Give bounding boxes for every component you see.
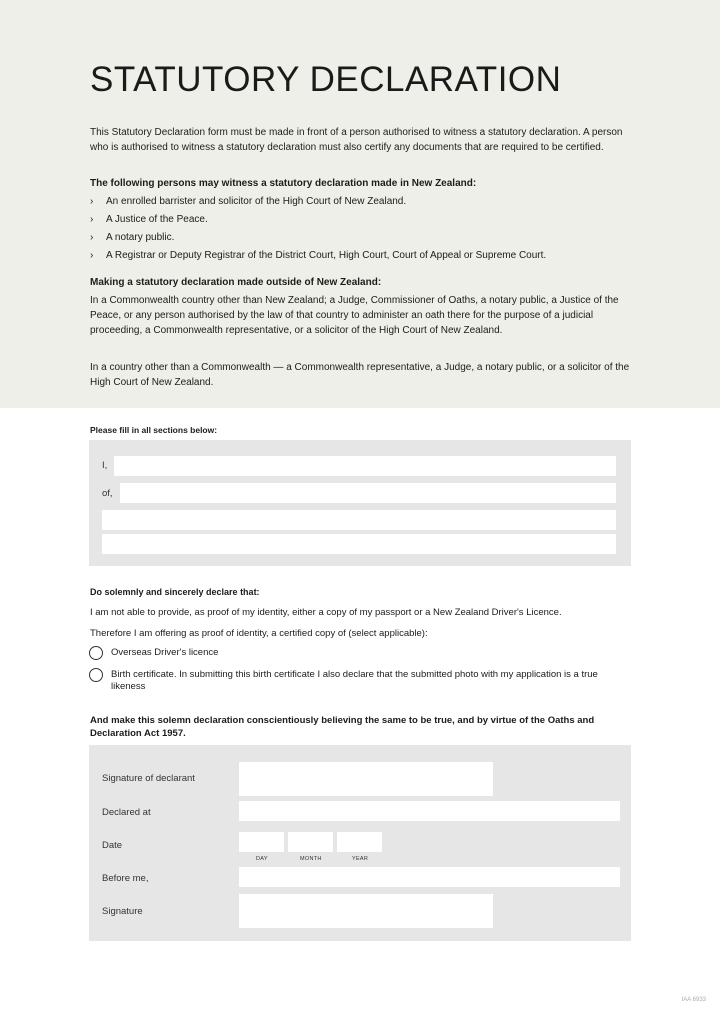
intro-paragraph: This Statutory Declaration form must be made in front of a person authorised to witness a statutory declaration. A person who is authorised to witness a statutory declaration must also certify any documents that are required to be certified.: [90, 127, 623, 153]
address-line-1-field[interactable]: [120, 483, 616, 503]
chevron-right-icon: ›: [90, 214, 94, 225]
radio-button[interactable]: [89, 668, 103, 682]
year-caption: YEAR: [352, 856, 369, 862]
list-item: › A notary public.: [90, 229, 630, 247]
chevron-right-icon: ›: [90, 250, 94, 261]
signature-declarant-label: Signature of declarant: [102, 773, 195, 784]
chevron-right-icon: ›: [90, 232, 94, 243]
fill-heading: Please fill in all sections below:: [90, 425, 218, 435]
signature-label: Signature: [102, 906, 143, 917]
address-line-3-field[interactable]: [102, 534, 616, 554]
date-label: Date: [102, 840, 123, 851]
solemn-declaration-text: And make this solemn declaration conscientiously believing the same to be true, and by virtue of the Oaths and Declaration Act 1957.: [90, 715, 595, 739]
outside-nz-paragraph-1: In a Commonwealth country other than New Zealand; a Judge, Commissioner of Oaths, a notary public, a Justice of the Peace, or any person authorised by the law of that country to administer an oath there for the purpose of a judicial proceeding, a Commonwealth representative, or a solicitor of the High Court of New Zealand.: [90, 295, 619, 336]
form-code: IAA 6933: [681, 997, 706, 1003]
before-me-field[interactable]: [239, 867, 620, 887]
witness-signature-field[interactable]: [239, 894, 493, 928]
date-day-field[interactable]: [239, 832, 284, 852]
outside-nz-paragraph-2: In a country other than a Commonwealth — a Commonwealth representative, a Judge, a notary public, or a solicitor of the High Court of New Zealand.: [90, 362, 630, 388]
signature-box: [89, 745, 631, 941]
declare-paragraph-2: Therefore I am offering as proof of identity, a certified copy of (select applicable):: [90, 628, 428, 639]
list-item: › A Registrar or Deputy Registrar of the District Court, High Court, Court of Appeal or Supreme Court.: [90, 247, 630, 265]
month-caption: MONTH: [300, 856, 322, 862]
page-title: STATUTORY DECLARATION: [90, 60, 562, 99]
of-label: of,: [102, 488, 113, 499]
radio-button[interactable]: [89, 646, 103, 660]
declarant-name-field[interactable]: [114, 456, 616, 476]
declare-heading: Do solemnly and sincerely declare that:: [90, 587, 260, 597]
declared-at-field[interactable]: [239, 801, 620, 821]
outside-nz-heading: Making a statutory declaration made outside of New Zealand:: [90, 277, 382, 288]
list-item: › An enrolled barrister and solicitor of the High Court of New Zealand.: [90, 193, 630, 211]
nz-witness-list: [90, 193, 630, 265]
declare-paragraph-1: I am not able to provide, as proof of my identity, either a copy of my passport or a New Zealand Driver's Licence.: [90, 607, 562, 618]
address-line-2-field[interactable]: [102, 510, 616, 530]
nz-witness-heading: The following persons may witness a statutory declaration made in New Zealand:: [90, 178, 477, 189]
before-me-label: Before me,: [102, 873, 149, 884]
option-overseas-licence[interactable]: [89, 646, 631, 660]
date-year-field[interactable]: [337, 832, 382, 852]
date-month-field[interactable]: [288, 832, 333, 852]
i-label: I,: [102, 460, 108, 471]
option-label: Overseas Driver's licence: [111, 647, 219, 658]
declarant-details-box: [89, 440, 631, 566]
chevron-right-icon: ›: [90, 196, 94, 207]
day-caption: DAY: [256, 856, 268, 862]
info-header: [0, 0, 720, 408]
signature-declarant-field[interactable]: [239, 762, 493, 796]
option-label: Birth certificate. In submitting this birth certificate I also declare that the submitted photo with my application is a true likeness: [111, 669, 598, 692]
option-birth-certificate[interactable]: [89, 668, 631, 693]
list-item: › A Justice of the Peace.: [90, 211, 630, 229]
declared-at-label: Declared at: [102, 807, 151, 818]
